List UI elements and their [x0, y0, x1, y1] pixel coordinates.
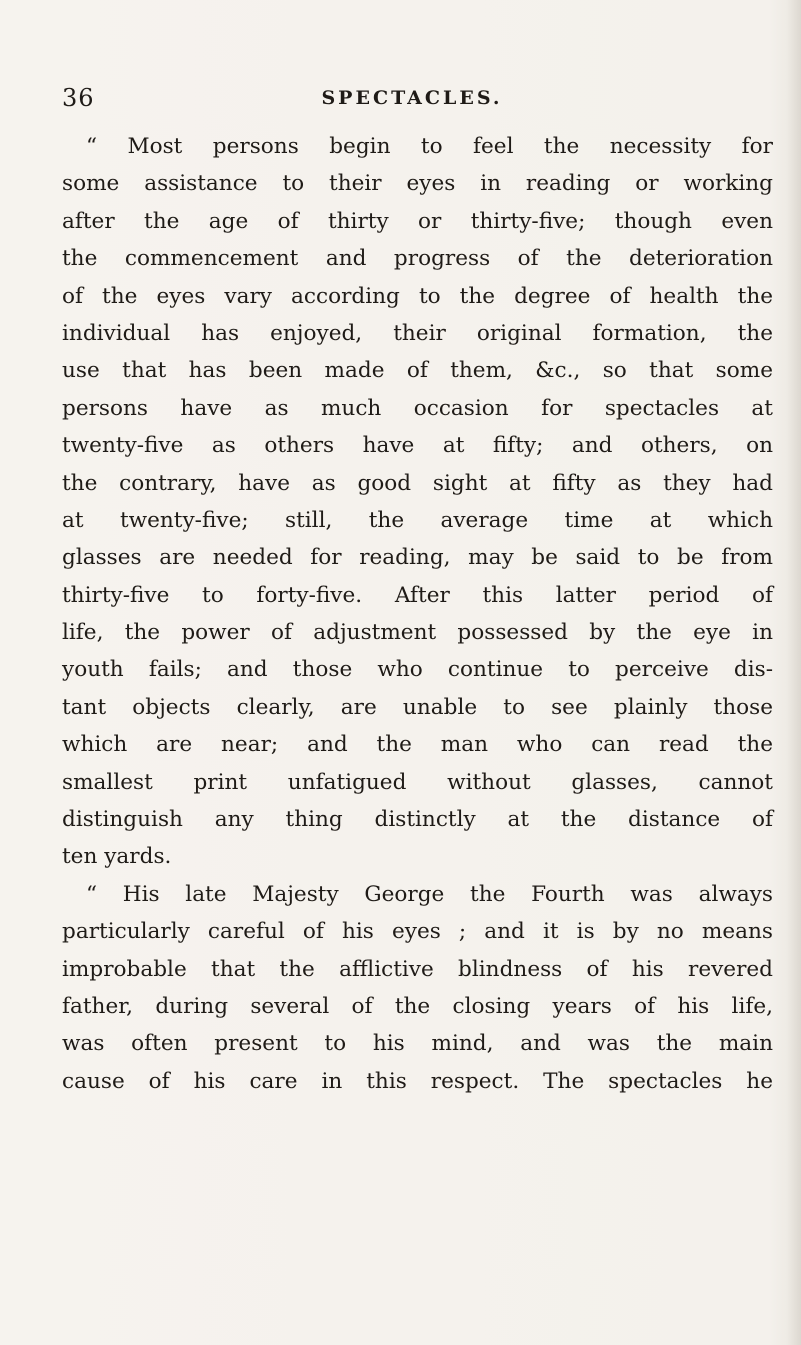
text-line: “ Most persons begin to feel the necessity for — [86, 134, 773, 159]
text-line: distinguish any thing distinctly at the distance of — [62, 807, 773, 833]
text-line: tant objects clearly, are unable to see plainly those — [62, 694, 773, 720]
body-text — [62, 128, 773, 1100]
text-line: life, the power of adjustment possessed by the eye in — [62, 620, 773, 646]
text-line: was often present to his mind, and was the main — [62, 1031, 773, 1057]
text-line: which are near; and the man who can read the — [62, 732, 773, 758]
page-header — [62, 80, 762, 116]
text-line: father, during several of the closing years of his life, — [62, 993, 773, 1019]
text-line: ten yards. — [62, 844, 172, 870]
text-line: of the eyes vary according to the degree of health the — [62, 283, 773, 309]
paragraph — [62, 128, 773, 876]
text-line: twenty-five as others have at fifty; and others, on — [62, 433, 773, 459]
text-line: particularly careful of his eyes ; and it is by no means — [62, 919, 773, 945]
text-line: thirty-five to forty-five. After this latter period of — [62, 582, 773, 608]
text-line: the contrary, have as good sight at fifty as they had — [62, 470, 773, 496]
text-line: improbable that the afflictive blindness of his revered — [62, 956, 773, 982]
text-line: smallest print unfatigued without glasses, cannot — [62, 769, 773, 795]
text-line: after the age of thirty or thirty-five; though even — [62, 208, 773, 234]
text-line: “ His late Majesty George the Fourth was always — [86, 881, 773, 907]
running-title: SPECTACLES. — [321, 87, 503, 109]
text-line: youth fails; and those who continue to perceive dis- — [62, 657, 773, 683]
text-line: at twenty-five; still, the average time at which — [62, 507, 773, 533]
paragraph — [62, 876, 773, 1100]
text-line: persons have as much occasion for spectacles at — [62, 395, 773, 421]
page-edge-shadow — [787, 0, 801, 1345]
page-number: 36 — [62, 84, 95, 112]
text-line: cause of his care in this respect. The spectacles he — [62, 1068, 773, 1094]
text-line: glasses are needed for reading, may be said to be from — [62, 545, 773, 571]
text-line: some assistance to their eyes in reading or working — [62, 171, 773, 197]
text-line: individual has enjoyed, their original formation, the — [62, 320, 773, 346]
text-line: the commencement and progress of the deterioration — [62, 246, 773, 272]
text-line: use that has been made of them, &c., so that some — [62, 358, 773, 384]
